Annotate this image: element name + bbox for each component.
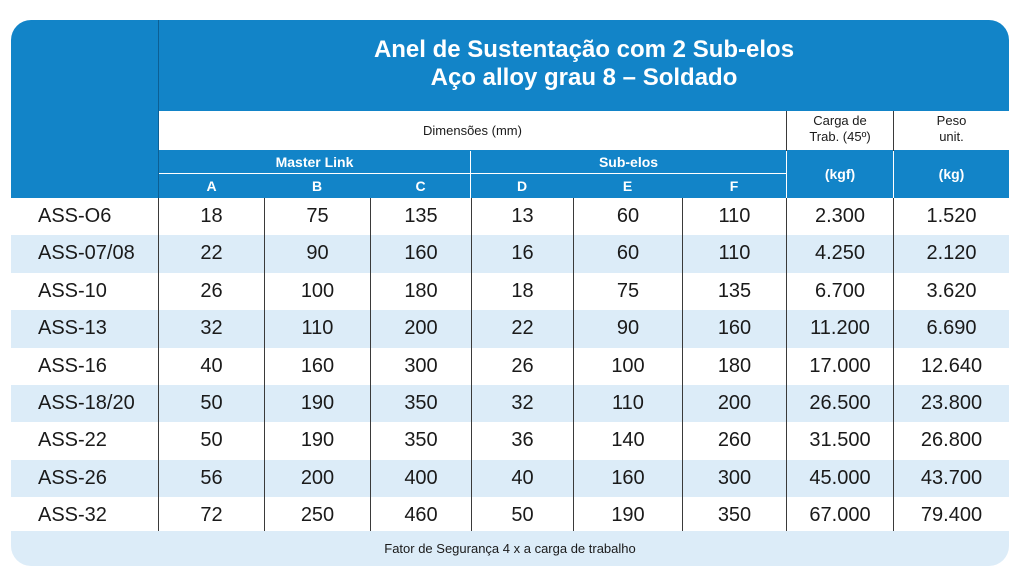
cell-product-code: ASS-22 bbox=[38, 429, 107, 452]
cell-product-code: ASS-16 bbox=[38, 354, 107, 377]
cell-dim-f: 110 bbox=[718, 242, 751, 265]
cell-working-load: 11.200 bbox=[810, 317, 870, 340]
column-divider bbox=[158, 198, 159, 531]
header-divider bbox=[786, 111, 787, 151]
column-divider bbox=[786, 198, 787, 531]
cell-dim-b: 190 bbox=[300, 429, 335, 452]
table-row bbox=[11, 310, 1009, 347]
cell-dim-c: 300 bbox=[404, 354, 438, 377]
col-d-header: D bbox=[516, 178, 528, 194]
cell-working-load: 67.000 bbox=[809, 504, 871, 527]
header-divider bbox=[893, 111, 894, 151]
table-row bbox=[11, 348, 1009, 385]
weight-label bbox=[894, 113, 1009, 145]
cell-dim-e: 110 bbox=[612, 392, 644, 414]
safety-factor-note: Fator de Segurança 4 x a carga de trabalho bbox=[11, 531, 1009, 566]
cell-dim-a: 22 bbox=[200, 242, 223, 265]
cell-dim-a: 50 bbox=[200, 429, 223, 452]
cell-dim-d: 18 bbox=[511, 279, 534, 302]
cell-dim-c: 350 bbox=[404, 392, 438, 414]
cell-dim-f: 200 bbox=[717, 392, 752, 414]
cell-dim-f: 300 bbox=[717, 466, 752, 489]
cell-dim-f: 180 bbox=[717, 354, 752, 377]
cell-unit-weight: 43.700 bbox=[920, 466, 983, 489]
cell-dim-a: 32 bbox=[200, 317, 223, 340]
cell-dim-c: 135 bbox=[404, 205, 438, 227]
column-divider bbox=[471, 198, 472, 531]
cell-dim-d: 13 bbox=[511, 205, 534, 227]
weight-unit: (kg) bbox=[938, 166, 965, 182]
cell-working-load: 26.500 bbox=[809, 392, 871, 414]
cell-dim-b: 100 bbox=[300, 279, 335, 302]
cell-dim-e: 60 bbox=[616, 242, 640, 265]
title-line-1: Anel de Sustentação com 2 Sub-elos bbox=[373, 36, 795, 63]
load-unit: (kgf) bbox=[824, 166, 856, 182]
cell-dim-e: 140 bbox=[611, 429, 645, 452]
cell-working-load: 2.300 bbox=[814, 205, 866, 227]
cell-product-code: ASS-10 bbox=[38, 279, 107, 302]
cell-unit-weight: 79.400 bbox=[920, 504, 983, 527]
cell-dim-e: 75 bbox=[616, 279, 640, 302]
cell-dim-a: 56 bbox=[200, 466, 223, 489]
cell-product-code: ASS-O6 bbox=[38, 205, 112, 227]
cell-unit-weight: 3.620 bbox=[926, 279, 977, 302]
table-title bbox=[159, 36, 1009, 92]
cell-dim-c: 350 bbox=[404, 429, 438, 452]
table-row bbox=[11, 497, 1009, 534]
cell-dim-d: 36 bbox=[511, 429, 534, 452]
cell-dim-f: 350 bbox=[717, 504, 752, 527]
cell-unit-weight: 2.120 bbox=[926, 242, 977, 265]
table-row bbox=[11, 385, 1009, 422]
cell-product-code: ASS-18/20 bbox=[38, 392, 135, 414]
cell-dim-f: 135 bbox=[717, 279, 752, 302]
cell-dim-d: 32 bbox=[511, 392, 534, 414]
col-a-header: A bbox=[206, 178, 217, 194]
cell-product-code: ASS-32 bbox=[38, 504, 107, 527]
cell-dim-a: 50 bbox=[200, 392, 223, 414]
cell-dim-e: 90 bbox=[616, 317, 640, 340]
cell-working-load: 31.500 bbox=[809, 429, 871, 452]
spec-table-card bbox=[11, 20, 1009, 566]
cell-dim-c: 200 bbox=[404, 317, 438, 340]
cell-working-load: 4.250 bbox=[814, 242, 866, 265]
table-row bbox=[11, 273, 1009, 310]
cell-dim-c: 400 bbox=[404, 466, 438, 489]
cell-dim-e: 100 bbox=[611, 354, 645, 377]
cell-dim-b: 90 bbox=[306, 242, 329, 265]
cell-dim-a: 72 bbox=[200, 504, 223, 527]
column-divider bbox=[682, 198, 683, 531]
table-row bbox=[11, 235, 1009, 272]
cell-product-code: ASS-07/08 bbox=[38, 242, 135, 265]
cell-dim-d: 26 bbox=[511, 354, 534, 377]
col-f-header: F bbox=[729, 178, 739, 194]
cell-dim-f: 260 bbox=[717, 429, 752, 452]
table-row bbox=[11, 460, 1009, 497]
cell-dim-b: 190 bbox=[300, 392, 335, 414]
cell-unit-weight: 1.520 bbox=[926, 205, 977, 227]
header-divider bbox=[158, 20, 159, 198]
cell-product-code: ASS-13 bbox=[38, 317, 107, 340]
cell-dim-c: 460 bbox=[404, 504, 438, 527]
dimensions-label: Dimensões (mm) bbox=[423, 123, 522, 138]
table-row bbox=[11, 422, 1009, 459]
weight-label-line-2: unit. bbox=[939, 129, 964, 144]
column-divider bbox=[370, 198, 371, 531]
cell-dim-e: 160 bbox=[611, 466, 645, 489]
cell-unit-weight: 12.640 bbox=[920, 354, 983, 377]
cell-dim-b: 75 bbox=[306, 205, 329, 227]
header-divider bbox=[470, 151, 471, 198]
load-label bbox=[787, 113, 893, 145]
header-divider bbox=[786, 151, 787, 198]
table-row bbox=[11, 198, 1009, 235]
master-link-label: Master Link bbox=[275, 154, 354, 170]
cell-unit-weight: 6.690 bbox=[926, 317, 977, 340]
cell-dim-a: 18 bbox=[200, 205, 223, 227]
header-divider bbox=[893, 151, 894, 198]
weight-label-line-1: Peso bbox=[936, 113, 967, 128]
cell-working-load: 45.000 bbox=[809, 466, 871, 489]
col-c-header: C bbox=[415, 178, 426, 194]
column-divider bbox=[893, 198, 894, 531]
col-e-header: E bbox=[622, 178, 633, 194]
cell-dim-f: 110 bbox=[718, 205, 751, 227]
cell-dim-d: 50 bbox=[511, 504, 534, 527]
sub-links-label: Sub-elos bbox=[598, 154, 659, 170]
cell-dim-b: 160 bbox=[300, 354, 335, 377]
cell-dim-b: 250 bbox=[300, 504, 335, 527]
cell-dim-c: 160 bbox=[404, 242, 438, 265]
cell-dim-d: 16 bbox=[511, 242, 534, 265]
cell-product-code: ASS-26 bbox=[38, 466, 107, 489]
load-label-line-1: Carga de bbox=[813, 113, 867, 128]
col-b-header: B bbox=[311, 178, 323, 194]
cell-unit-weight: 26.800 bbox=[920, 429, 983, 452]
cell-dim-e: 190 bbox=[611, 504, 645, 527]
cell-dim-b: 200 bbox=[300, 466, 335, 489]
cell-dim-e: 60 bbox=[616, 205, 640, 227]
cell-unit-weight: 23.800 bbox=[920, 392, 983, 414]
column-divider bbox=[573, 198, 574, 531]
cell-dim-d: 40 bbox=[511, 466, 534, 489]
cell-dim-a: 26 bbox=[200, 279, 223, 302]
cell-working-load: 6.700 bbox=[814, 279, 866, 302]
cell-dim-c: 180 bbox=[404, 279, 438, 302]
cell-dim-b: 110 bbox=[301, 317, 334, 340]
column-divider bbox=[264, 198, 265, 531]
title-line-2: Aço alloy grau 8 – Soldado bbox=[430, 64, 738, 91]
cell-dim-f: 160 bbox=[717, 317, 752, 340]
cell-dim-a: 40 bbox=[200, 354, 223, 377]
cell-working-load: 17.000 bbox=[809, 354, 871, 377]
cell-dim-d: 22 bbox=[511, 317, 534, 340]
load-label-line-2: Trab. (45º) bbox=[809, 129, 871, 144]
